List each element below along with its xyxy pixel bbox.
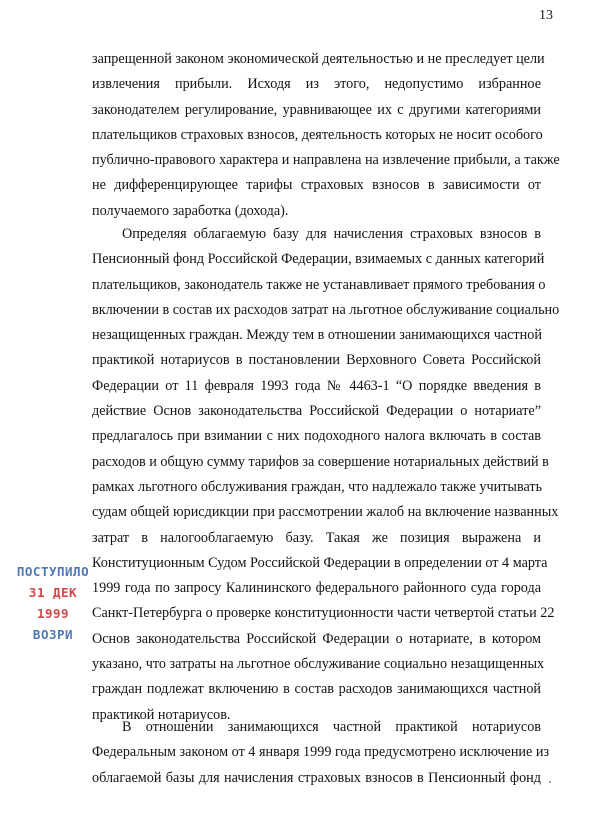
text-line: Федерации от 11 февраля 1993 года № 4463-1 “О порядке введения в [92, 377, 541, 394]
text-line: предлагалось при взимании с них подоходного налога включать в состав [92, 428, 541, 445]
page-number: 13 [539, 8, 553, 23]
text-line: плательщиков, законодатель также не устанавливает прямого требования о [92, 276, 546, 293]
text-line: рамках льготного обслуживания граждан, что надлежало также учитывать [92, 478, 543, 495]
text-line: включении в состав их расходов затрат на льготное обслуживание социально [92, 301, 560, 318]
text-line: Конституционным Судом Российской Федерации в определении от 4 марта [92, 554, 548, 571]
text-line: практикой нотариусов в постановлении Верховного Совета Российской [92, 352, 541, 369]
text-line: законодателем регулирование, уравнивающее их с другими категориями [92, 101, 541, 118]
text-line: публично-правового характера и направлена на извлечение прибыли, а также [92, 152, 560, 169]
text-line: плательщиков страховых взносов, деятельность которых не носит особого [92, 126, 543, 143]
text-line: Основ законодательства Российской Федерации о нотариате, в котором [92, 630, 541, 647]
text-line: практикой нотариусов. [92, 706, 231, 723]
text-line: Определяя облагаемую базу для начисления страховых взносов в [122, 226, 541, 242]
text-line: судам общей юрисдикции при рассмотрении жалоб на включение названных [92, 504, 559, 521]
text-line: действие Основ законодательства Российской Федерации о нотариате” [92, 403, 541, 420]
paragraph-2 [92, 222, 560, 728]
text-line: граждан подлежат включению в состав расходов занимающихся частной [92, 681, 541, 698]
paragraph-3 [92, 715, 550, 791]
text-line: запрещенной законом экономической деятельностью и не преследует цели [92, 51, 545, 67]
text-line: незащищенных граждан. Между тем в отношении занимающихся частной [92, 327, 542, 344]
text-line: расходов и общую сумму тарифов за совершение нотариальных действий в [92, 453, 549, 470]
stamp-date: 31 ДЕК 1999 [28, 585, 78, 621]
text-line: облагаемой базы для начисления страховых взносов в Пенсионный фонд [92, 769, 541, 786]
text-line: Санкт-Петербурга о проверке конституционности части четвертой статьи 22 [92, 605, 555, 622]
text-line: указано, что затраты на льготное обслуживание социально незащищенных [92, 656, 545, 673]
text-line: В отношении занимающихся частной практикой нотариусов [122, 719, 541, 735]
stamp-return-label: ВОЗРИ [32, 627, 74, 642]
text-line: получаемого заработка (дохода). [92, 202, 289, 219]
text-line: извлечения прибыли. Исходя из этого, недопустимо избранное [92, 76, 541, 93]
scan-speck [549, 781, 551, 783]
paragraph-1 [92, 47, 560, 224]
text-line: Федеральным законом от 4 января 1999 года предусмотрено исключение из [92, 744, 550, 761]
text-line: не дифференцирующее тарифы страховых взносов в зависимости от [92, 177, 541, 194]
received-stamp [16, 561, 90, 645]
text-line: Пенсионный фонд Российской Федерации, взимаемых с данных категорий [92, 251, 545, 268]
stamp-received-label: ПОСТУПИЛО [16, 564, 90, 579]
text-line: 1999 года по запросу Калининского федерального районного суда города [92, 580, 541, 597]
text-line: затрат в налогооблагаемую базу. Такая же позиция выражена и [92, 529, 541, 546]
